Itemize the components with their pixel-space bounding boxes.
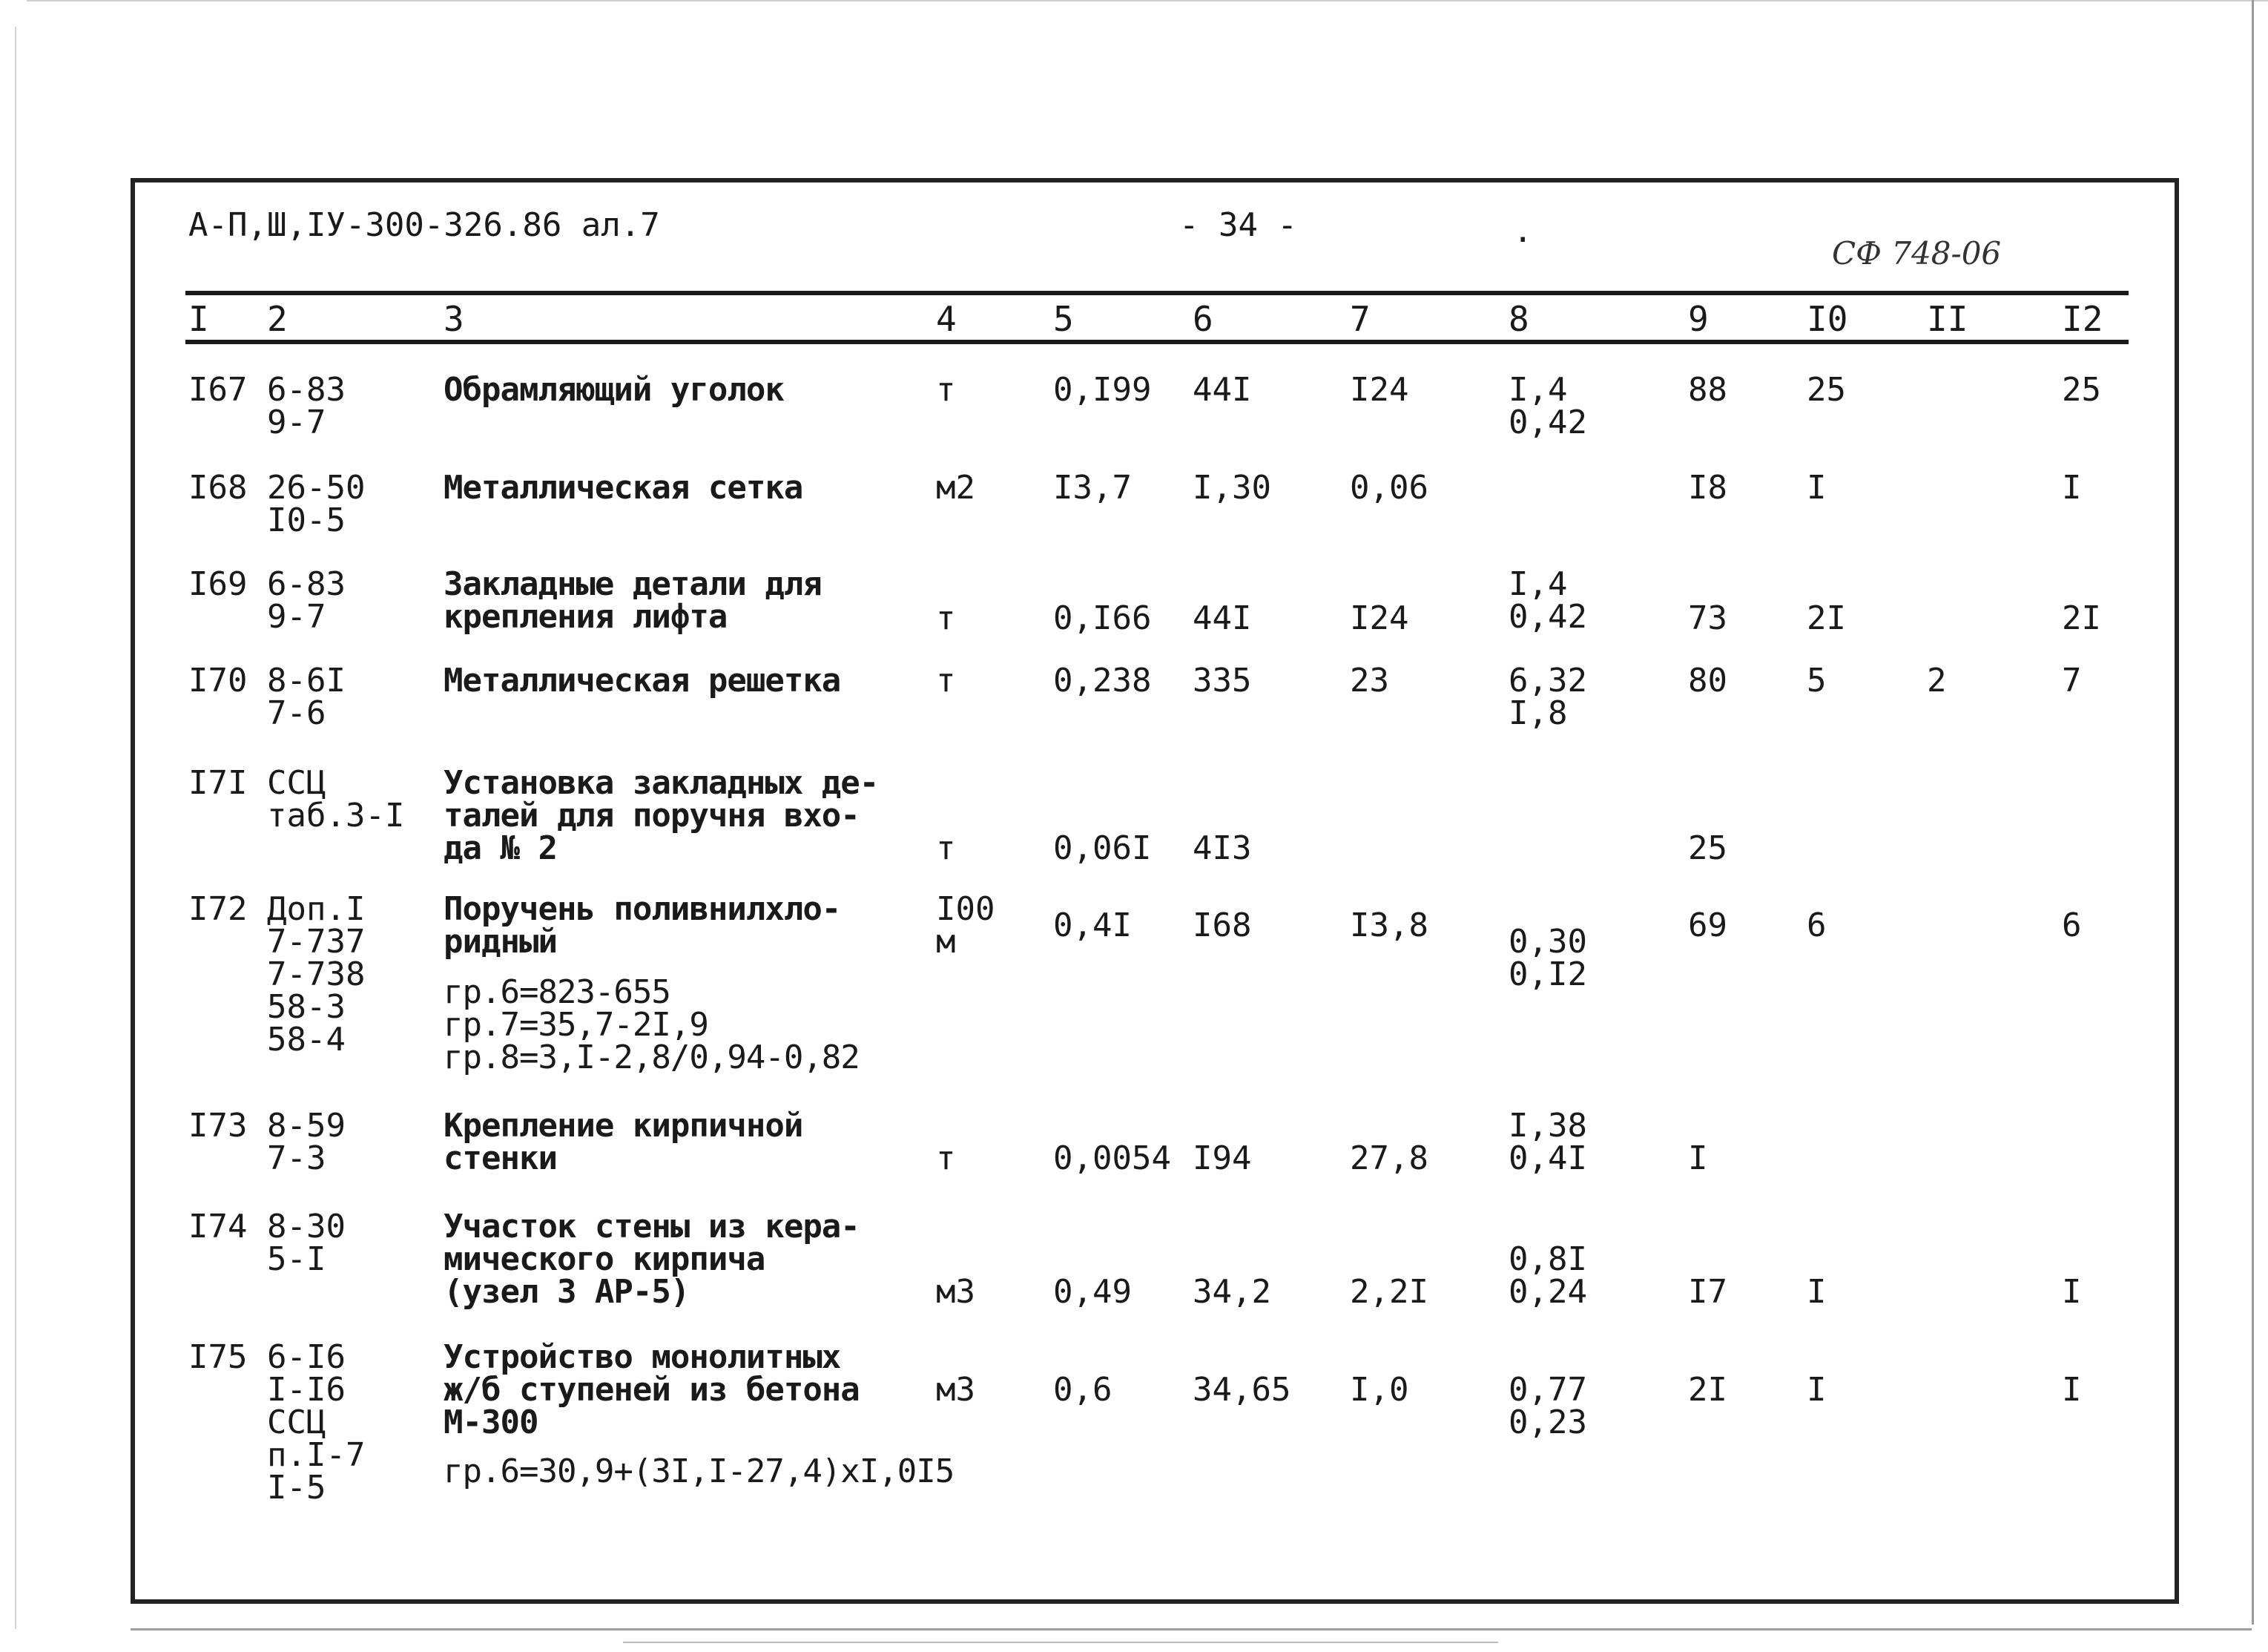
archive-stamp: СФ 748-06 xyxy=(1832,235,2002,272)
document-code: А-П,Ш,IУ-300-326.86 ал.7 xyxy=(188,206,660,244)
value-col-7: 27,8 xyxy=(1350,1139,1428,1177)
value-col-10: 5 xyxy=(1807,662,1827,700)
norm-reference: 8-30 5-I xyxy=(267,1208,346,1278)
value-col-11: 2 xyxy=(1927,662,1947,700)
value-col-8: 0,30 0,I2 xyxy=(1509,923,1587,993)
unit-of-measure: т xyxy=(936,829,956,867)
value-col-6: 34,2 xyxy=(1193,1273,1271,1311)
value-col-10: I xyxy=(1807,469,1827,507)
norm-reference: ССЦ таб.3-I xyxy=(267,764,405,835)
value-col-7: 0,06 xyxy=(1350,469,1428,507)
footer-line xyxy=(623,1642,1498,1643)
scan-edge-bottom xyxy=(131,1628,2252,1630)
quantity: 0,I99 xyxy=(1053,371,1152,409)
norm-reference: 8-59 7-3 xyxy=(267,1107,346,1177)
row-number: I69 xyxy=(188,565,248,603)
quantity: 0,I66 xyxy=(1053,599,1152,637)
column-header-10: I0 xyxy=(1807,299,1848,339)
value-col-9: 88 xyxy=(1688,371,1727,409)
work-description: Установка закладных де- талей для поручня вхо- да № 2 xyxy=(444,764,879,867)
value-col-10: I xyxy=(1807,1371,1827,1409)
row-number: I72 xyxy=(188,890,248,928)
value-col-6: 4I3 xyxy=(1193,829,1252,867)
scan-edge-right xyxy=(2252,0,2254,1625)
unit-of-measure: т xyxy=(936,371,956,409)
unit-of-measure: т xyxy=(936,599,956,637)
page-frame xyxy=(131,178,2179,1604)
row-number: I74 xyxy=(188,1208,248,1245)
quantity: 0,49 xyxy=(1053,1273,1132,1311)
value-col-8: I,4 0,42 xyxy=(1509,565,1587,636)
quantity: 0,06I xyxy=(1053,829,1152,867)
unit-of-measure: м2 xyxy=(936,469,975,507)
row-number: I73 xyxy=(188,1107,248,1145)
calculation-note: гр.6=30,9+(3I,I-27,4)хI,0I5 xyxy=(444,1452,955,1490)
value-col-9: 69 xyxy=(1688,906,1727,944)
value-col-6: 34,65 xyxy=(1193,1371,1291,1409)
norm-reference: 6-83 9-7 xyxy=(267,565,346,636)
quantity: 0,238 xyxy=(1053,662,1152,700)
work-description: Металлическая решетка xyxy=(444,662,841,700)
unit-of-measure: м3 xyxy=(936,1273,975,1311)
quantity: I3,7 xyxy=(1053,469,1132,507)
value-col-6: I94 xyxy=(1193,1139,1252,1177)
row-number: I7I xyxy=(188,764,248,802)
column-header-4: 4 xyxy=(936,299,957,339)
value-col-6: 44I xyxy=(1193,371,1252,409)
work-description: Металлическая сетка xyxy=(444,469,803,507)
value-col-12: 25 xyxy=(2062,371,2101,409)
value-col-6: I68 xyxy=(1193,906,1252,944)
calculation-note: гр.6=823-655 гр.7=35,7-2I,9 гр.8=3,I-2,8/0,94-0,82 xyxy=(444,973,860,1076)
column-header-7: 7 xyxy=(1350,299,1371,339)
value-col-8: 0,77 0,23 xyxy=(1509,1371,1587,1441)
norm-reference: Доп.I 7-737 7-738 58-3 58-4 xyxy=(267,890,366,1059)
value-col-7: 23 xyxy=(1350,662,1389,700)
value-col-7: I,0 xyxy=(1350,1371,1409,1409)
scan-edge-left xyxy=(15,27,16,1629)
column-header-9: 9 xyxy=(1688,299,1709,339)
value-col-6: 44I xyxy=(1193,599,1252,637)
value-col-9: 2I xyxy=(1688,1371,1727,1409)
work-description: Крепление кирпичной стенки xyxy=(444,1107,803,1177)
value-col-9: I7 xyxy=(1688,1273,1727,1311)
value-col-8: 0,8I 0,24 xyxy=(1509,1240,1587,1311)
column-header-8: 8 xyxy=(1509,299,1529,339)
row-number: I67 xyxy=(188,371,248,409)
column-header-6: 6 xyxy=(1193,299,1213,339)
quantity: 0,6 xyxy=(1053,1371,1112,1409)
value-col-7: I24 xyxy=(1350,371,1409,409)
value-col-9: I xyxy=(1688,1139,1708,1177)
value-col-7: 2,2I xyxy=(1350,1273,1428,1311)
row-number: I68 xyxy=(188,469,248,507)
unit-of-measure: т xyxy=(936,1139,956,1177)
column-header-2: 2 xyxy=(267,299,288,339)
page-number: - 34 - xyxy=(1179,206,1297,244)
row-number: I75 xyxy=(188,1338,248,1376)
value-col-9: 73 xyxy=(1688,599,1727,637)
value-col-12: 2I xyxy=(2062,599,2101,637)
value-col-10: 25 xyxy=(1807,371,1846,409)
header-rule-bottom xyxy=(185,340,2129,344)
value-col-12: I xyxy=(2062,1273,2082,1311)
column-header-5: 5 xyxy=(1053,299,1074,339)
value-col-12: 7 xyxy=(2062,662,2082,700)
value-col-7: I3,8 xyxy=(1350,906,1428,944)
work-description: Участок стены из кера- мического кирпича (узел 3 АР-5) xyxy=(444,1208,860,1311)
value-col-8: I,38 0,4I xyxy=(1509,1107,1587,1177)
work-description: Устройство монолитных ж/б ступеней из бетона М-300 xyxy=(444,1338,860,1441)
norm-reference: 6-83 9-7 xyxy=(267,371,346,441)
value-col-12: I xyxy=(2062,1371,2082,1409)
column-header-1: I xyxy=(188,299,209,339)
value-col-6: I,30 xyxy=(1193,469,1271,507)
column-header-3: 3 xyxy=(444,299,464,339)
value-col-9: 80 xyxy=(1688,662,1727,700)
value-col-12: I xyxy=(2062,469,2082,507)
row-number: I70 xyxy=(188,662,248,700)
value-col-10: I xyxy=(1807,1273,1827,1311)
value-col-12: 6 xyxy=(2062,906,2082,944)
value-col-6: 335 xyxy=(1193,662,1252,700)
quantity: 0,4I xyxy=(1053,906,1132,944)
norm-reference: 8-6I 7-6 xyxy=(267,662,346,732)
unit-of-measure: I00 м xyxy=(936,890,995,961)
column-header-11: II xyxy=(1927,299,1968,339)
value-col-10: 6 xyxy=(1807,906,1827,944)
value-col-8: I,4 0,42 xyxy=(1509,371,1587,441)
norm-reference: 26-50 I0-5 xyxy=(267,469,366,539)
scan-edge-top xyxy=(27,0,2268,1)
work-description: Поручень поливнилхло- ридный xyxy=(444,890,841,961)
header-mark: . xyxy=(1513,212,1533,250)
work-description: Закладные детали для крепления лифта xyxy=(444,565,822,636)
quantity: 0,0054 xyxy=(1053,1139,1171,1177)
unit-of-measure: т xyxy=(936,662,956,700)
value-col-8: 6,32 I,8 xyxy=(1509,662,1587,732)
value-col-7: I24 xyxy=(1350,599,1409,637)
value-col-9: I8 xyxy=(1688,469,1727,507)
column-header-12: I2 xyxy=(2062,299,2103,339)
header-rule-top xyxy=(185,291,2129,295)
value-col-9: 25 xyxy=(1688,829,1727,867)
unit-of-measure: м3 xyxy=(936,1371,975,1409)
value-col-10: 2I xyxy=(1807,599,1846,637)
work-description: Обрамляющий уголок xyxy=(444,371,784,409)
norm-reference: 6-I6 I-I6 ССЦ п.I-7 I-5 xyxy=(267,1338,366,1507)
